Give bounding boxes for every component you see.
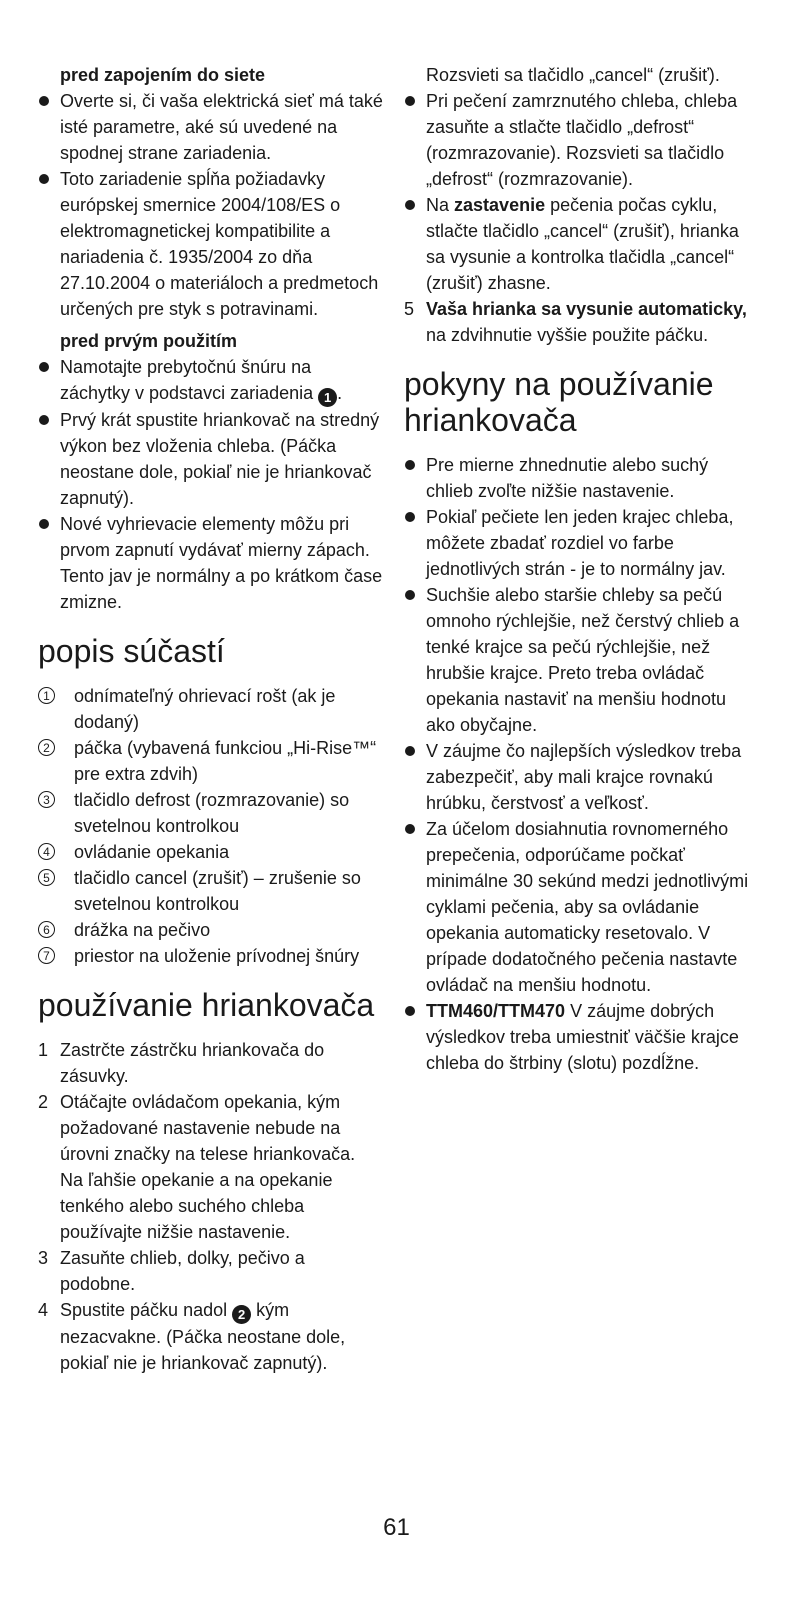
list-item: Pokiaľ pečiete len jeden krajec chleba, môžete zbadať rozdiel vo farbe jednotlivých strán - je to normálny jav. — [404, 504, 759, 582]
circled-number: 4 — [38, 843, 55, 860]
part-text: drážka na pečivo — [74, 920, 211, 940]
part-text: tlačidlo defrost (rozmrazovanie) so svetelnou kontrolkou — [74, 790, 350, 836]
step-text-cont: kým nezacvakne. (Páčka neostane dole, pokiaľ nie je hriankovač zapnutý). — [60, 1300, 346, 1373]
part-item — [38, 917, 383, 943]
part-item — [38, 735, 383, 787]
step-number: 4 — [38, 1300, 49, 1320]
section-title-tips: pokyny na používanie hriankovača — [404, 366, 714, 438]
step-text: na zdvihnutie vyššie použite páčku. — [426, 325, 709, 345]
right-column — [404, 62, 759, 1076]
bold-text: Vaša hrianka sa vysunie automaticky, — [426, 299, 747, 319]
step-number: 2 — [38, 1092, 49, 1112]
circled-number: 3 — [38, 791, 55, 808]
step5-list — [404, 296, 759, 348]
circled-number: 6 — [38, 921, 55, 938]
list-item: Pri pečení zamrznutého chleba, chleba zasuňte a stlačte tlačidlo „defrost“ (rozmrazovanie). Rozsvieti sa tlačidlo „defrost“ (rozmrazovanie). — [404, 88, 759, 192]
list-item: V záujme čo najlepších výsledkov treba zabezpečiť, aby mali krajce rovnakú hrúbku, čerstvosť a veľkosť. — [404, 738, 759, 816]
step-text: Spustite páčku nadol — [60, 1300, 228, 1320]
step-number: 1 — [38, 1040, 49, 1060]
section-title-using: používanie hriankovača — [38, 987, 375, 1023]
part-item — [38, 683, 383, 735]
list-item-text: Namotajte prebytočnú šnúru na záchytky v podstavci zariadenia — [60, 357, 314, 403]
part-text: ovládanie opekania — [74, 842, 230, 862]
text-run: Na — [426, 195, 450, 215]
list-item — [404, 998, 759, 1076]
bold-text: TTM460/TTM470 — [426, 1001, 566, 1021]
list-item — [404, 192, 759, 296]
text-run: pečenia počas cyklu, stlačte tlačidlo „cancel“ (zrušiť), hrianka sa vysunie a kontrolka tlačidla „cancel“ (zrušiť) zhasne. — [426, 195, 739, 293]
circled-number: 7 — [38, 947, 55, 964]
step-text: Zasuňte chlieb, dolky, pečivo a podobne. — [60, 1248, 305, 1294]
before-first-use-list — [38, 354, 383, 615]
circled-number: 1 — [38, 687, 55, 704]
step-number: 5 — [404, 299, 415, 319]
part-item — [38, 839, 383, 865]
callout-badge-1: 1 — [318, 388, 337, 407]
step-item — [38, 1297, 383, 1376]
tips-list — [404, 452, 759, 1076]
part-item — [38, 787, 383, 839]
list-item: Toto zariadenie spĺňa požiadavky európskej smernice 2004/108/ES o elektromagnetickej kompatibilite a nariadenia č. 1935/2004 zo dňa 27.10.2004 o materiáloch a predmetoch určených pre styk s potravinami. — [38, 166, 383, 322]
list-item-end: . — [337, 383, 343, 403]
page-number: 61 — [383, 1514, 410, 1541]
continued-text: Rozsvieti sa tlačidlo „cancel“ (zrušiť). — [426, 65, 720, 85]
part-text: tlačidlo cancel (zrušiť) – zrušenie so svetelnou kontrolkou — [74, 868, 361, 914]
list-item: Prvý krát spustite hriankovač na stredný výkon bez vloženia chleba. (Páčka neostane dole, pokiaľ nie je hriankovač zapnutý). — [38, 407, 383, 511]
callout-badge-2: 2 — [232, 1305, 251, 1324]
section-heading-before-connecting: pred zapojením do siete — [60, 65, 266, 85]
parts-list — [38, 683, 383, 969]
circled-number: 5 — [38, 869, 55, 886]
step-item — [404, 296, 759, 348]
step-text: Zastrčte zástrčku hriankovača do zásuvky. — [60, 1040, 325, 1086]
step-number: 3 — [38, 1248, 49, 1268]
list-item — [38, 354, 383, 407]
list-item: Za účelom dosiahnutia rovnomerného prepečenia, odporúčame počkať minimálne 30 sekúnd medzi jednotlivými cyklami pečenia, aby sa ovládanie opekania automaticky resetovalo. V prípade dodatočného pečenia nastavte ovládač na menšiu hodnotu. — [404, 816, 759, 998]
part-text: odnímateľný ohrievací rošt (ak je dodaný) — [74, 686, 336, 732]
step4-bullets — [404, 88, 759, 296]
circled-number: 2 — [38, 739, 55, 756]
step-item — [38, 1089, 383, 1245]
list-item: Suchšie alebo staršie chleby sa pečú omnoho rýchlejšie, než čerstvý chlieb a tenké krajce sa pečú rýchlejšie, než hrubšie krajce. Preto treba ovládač opekania nastaviť na menšiu hodnotu ako obyčajne. — [404, 582, 759, 738]
step-text: Otáčajte ovládačom opekania, kým požadované nastavenie nebude na úrovni značky na telese hriankovača. Na ľahšie opekanie a na opekanie tenkého alebo suchého chleba používajte nižšie nastavenie. — [60, 1092, 356, 1242]
steps-list — [38, 1037, 383, 1376]
part-item — [38, 865, 383, 917]
section-heading-before-first-use: pred prvým použitím — [60, 331, 238, 351]
step-item — [38, 1037, 383, 1089]
list-item: Nové vyhrievacie elementy môžu pri prvom zapnutí vydávať mierny zápach. Tento jav je normálny a po krátkom čase zmizne. — [38, 511, 383, 615]
part-item — [38, 943, 383, 969]
list-item: Overte si, či vaša elektrická sieť má také isté parametre, aké sú uvedené na spodnej strane zariadenia. — [38, 88, 383, 166]
left-column — [38, 62, 383, 1376]
list-item: Pre mierne zhnednutie alebo suchý chlieb zvoľte nižšie nastavenie. — [404, 452, 759, 504]
part-text: páčka (vybavená funkciou „Hi-Rise™“ pre extra zdvih) — [74, 738, 377, 784]
bold-text: zastavenie — [454, 195, 546, 215]
list-item-text: V záujme dobrých výsledkov treba umiestniť väčšie krajce chleba do štrbiny (slotu) pozdĺžne. — [426, 1001, 739, 1073]
before-connecting-list — [38, 88, 383, 322]
section-title-parts: popis súčastí — [38, 633, 225, 669]
part-text: priestor na uloženie prívodnej šnúry — [74, 946, 360, 966]
step-item — [38, 1245, 383, 1297]
